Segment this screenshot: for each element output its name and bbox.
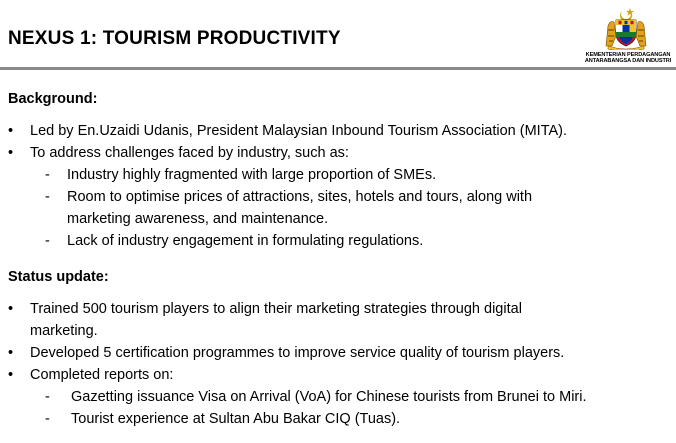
list-item: [8, 342, 674, 364]
sub-list-item-text: Tourist experience at Sultan Abu Bakar CIQ (Tuas).: [71, 411, 401, 427]
list-item: [8, 142, 674, 164]
sub-list-item: [8, 230, 674, 252]
bullet-marker: •: [8, 145, 14, 161]
ministry-name-line1: KEMENTERIAN PERDAGANGAN: [585, 52, 671, 58]
slide-body: [8, 88, 674, 430]
list-item-text: To address challenges faced by industry, such as:: [30, 145, 349, 161]
dash-marker: -: [45, 411, 50, 427]
malaysia-coat-of-arms-icon: [602, 6, 650, 50]
list-item-text: Trained 500 tourism players to align their marketing strategies through digital: [30, 301, 522, 317]
ministry-logo: [584, 6, 672, 64]
sub-list-item-continued: [8, 208, 674, 230]
bullet-marker: •: [8, 301, 14, 317]
sub-list-item: [8, 164, 674, 186]
status-heading: Status update:: [8, 269, 109, 285]
background-heading: Background:: [8, 91, 98, 107]
list-item-continued: [8, 320, 674, 342]
bullet-marker: •: [8, 123, 14, 139]
list-item: [8, 364, 674, 386]
sub-list-item: [8, 408, 674, 430]
list-item-text: Led by En.Uzaidi Udanis, President Malaysian Inbound Tourism Association (MITA).: [30, 123, 568, 139]
list-item-text: Developed 5 certification programmes to improve service quality of tourism players.: [30, 345, 565, 361]
sub-list-item: [8, 186, 674, 208]
bullet-marker: •: [8, 367, 14, 383]
sub-list-item: [8, 386, 674, 408]
sub-list-item-text: Lack of industry engagement in formulating regulations.: [67, 233, 424, 249]
page-title: NEXUS 1: TOURISM PRODUCTIVITY: [8, 28, 341, 49]
dash-marker: -: [45, 389, 50, 405]
list-item-text: Completed reports on:: [30, 367, 174, 383]
bullet-marker: •: [8, 345, 14, 361]
title-divider: [0, 67, 676, 70]
list-item: [8, 298, 674, 320]
list-item-text: marketing.: [30, 323, 98, 339]
sub-list-item-text: Industry highly fragmented with large proportion of SMEs.: [67, 167, 437, 183]
list-item: [8, 120, 674, 142]
dash-marker: -: [45, 233, 50, 249]
dash-marker: -: [45, 167, 50, 183]
sub-list-item-text: Room to optimise prices of attractions, sites, hotels and tours, along with: [67, 189, 533, 205]
sub-list-item-text: Gazetting issuance Visa on Arrival (VoA) for Chinese tourists from Brunei to Miri.: [71, 389, 587, 405]
ministry-name-line2: ANTARABANGSA DAN INDUSTRI: [584, 58, 672, 64]
dash-marker: -: [45, 189, 50, 205]
sub-list-item-text: marketing awareness, and maintenance.: [67, 211, 329, 227]
